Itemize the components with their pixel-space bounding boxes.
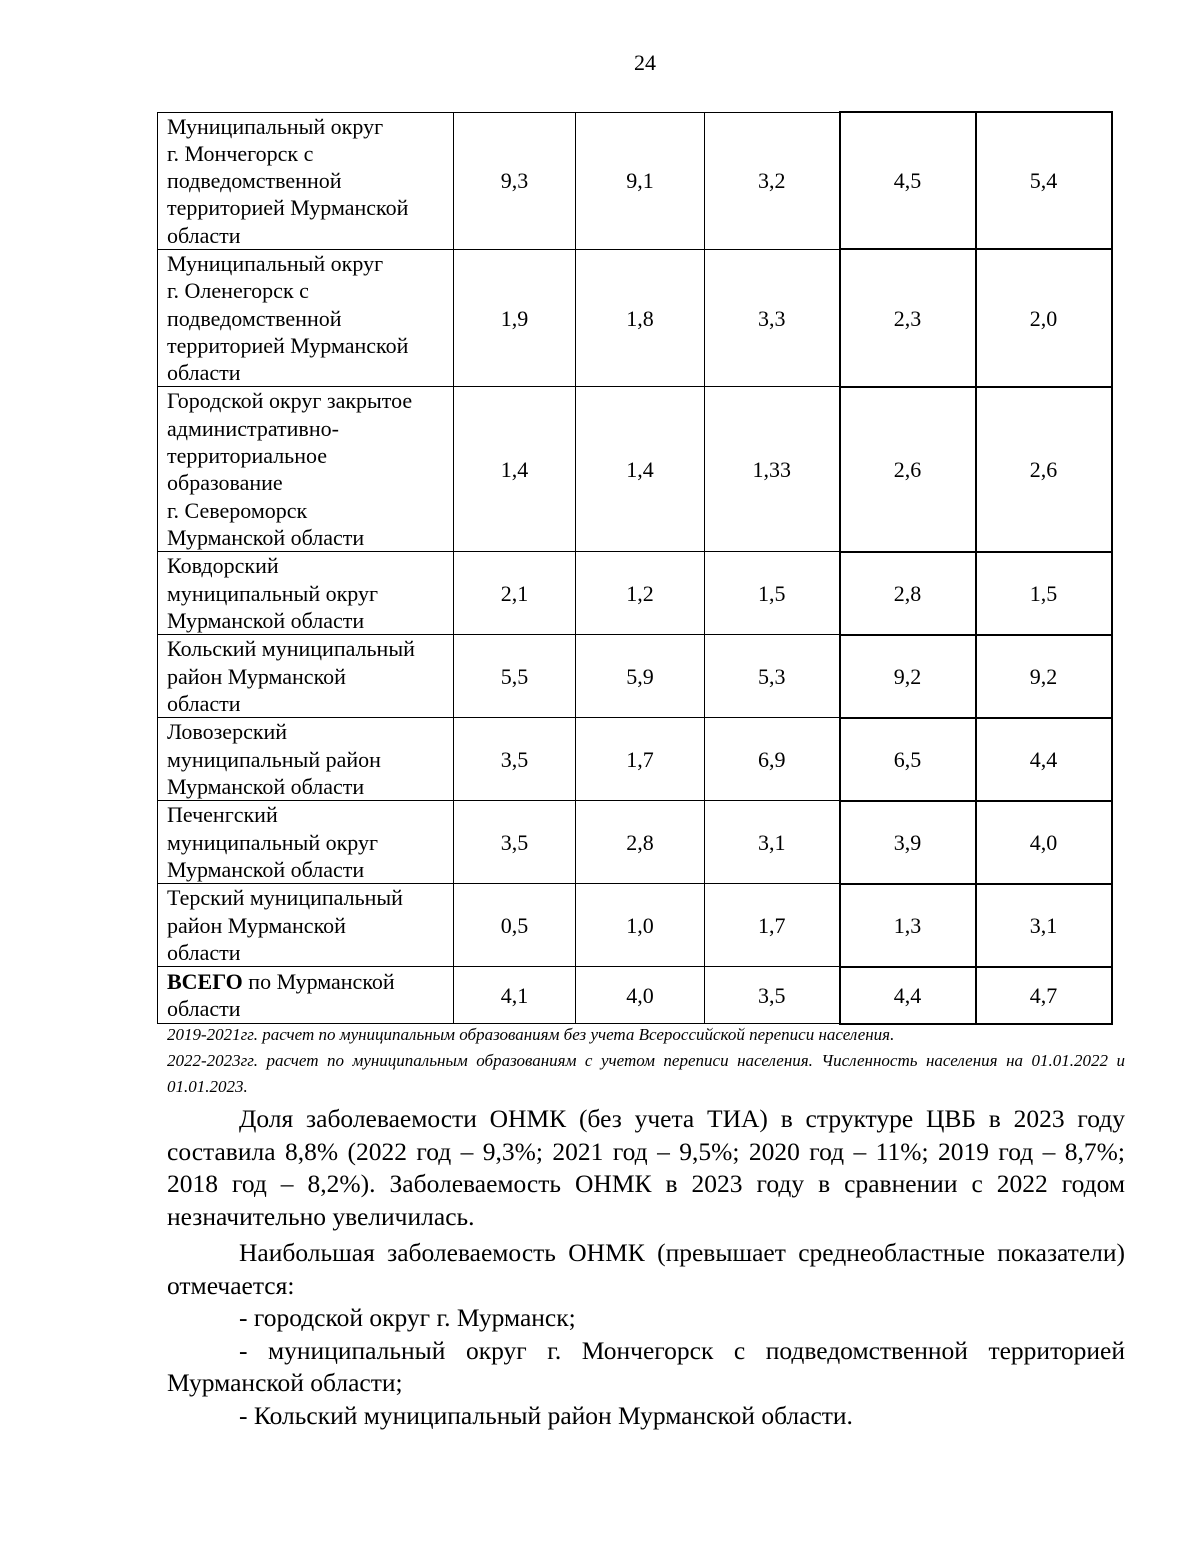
value-cell: 9,2 [840,635,976,718]
note-line: 2022-2023гг. расчет по муниципальным образованиям с учетом переписи населения. Численность населения на 01.01.2022 и 01.01.2023. [167,1051,1125,1096]
table-row [158,635,1112,718]
region-name-line: Городской округ закрытое [167,388,413,414]
note-line: 2019-2021гг. расчет по муниципальным образованиям без учета Всероссийской переписи населения. [167,1025,895,1044]
value-cell: 1,2 [576,552,705,635]
value-cell: 6,5 [840,718,976,801]
value-cell: 1,0 [576,884,705,967]
region-name-line: Муниципальный округ [167,250,384,276]
region-name-line: области [167,222,241,248]
region-cell [158,387,454,552]
value-cell: 2,3 [840,249,976,386]
region-cell [158,718,454,801]
region-name-line: Ковдорский [167,553,279,579]
value-cell: 5,3 [705,635,840,718]
total-label-cell [158,967,454,1024]
list-item: - Кольский муниципальный район Мурманской области. [239,1400,853,1430]
value-cell: 3,9 [840,801,976,884]
region-name-line: г. Оленегорск с [167,278,309,304]
table-row [158,552,1112,635]
total-label-rest: по Мурманской [242,968,395,994]
region-name-line: подведомственной [167,305,342,331]
value-cell: 5,5 [454,635,576,718]
region-name-line: Муниципальный округ [167,113,384,139]
region-name-line: образование [167,470,283,496]
region-name-line: Мурманской области [167,856,365,882]
value-cell: 2,8 [840,552,976,635]
value-cell: 2,0 [976,249,1112,386]
region-name-line: муниципальный округ [167,580,379,606]
total-value-cell: 4,7 [976,967,1112,1024]
value-cell: 3,3 [705,249,840,386]
value-cell: 5,9 [576,635,705,718]
table-row [158,387,1112,552]
list-item: - муниципальный округ г. Мончегорск с подведомственной территорией Мурманской области; [167,1335,1125,1397]
region-name-line: территориальное [167,443,328,469]
region-name-line: территорией Мурманской [167,195,409,221]
page-number: 24 [634,50,656,75]
table-row [158,249,1112,386]
region-name-line: район Мурманской [167,663,346,689]
region-cell [158,112,454,249]
value-cell: 4,4 [976,718,1112,801]
region-cell [158,801,454,884]
region-name-line: район Мурманской [167,912,346,938]
region-name-line: административно- [167,415,339,441]
value-cell: 3,1 [705,801,840,884]
table-row [158,718,1112,801]
paragraph: Доля заболеваемости ОНМК (без учета ТИА) в структуре ЦВБ в 2023 году составила 8,8% (2022 год – 9,3%; 2021 год – 9,5%; 2020 год – 11%; 2019 год – 8,7%; 2018 год – 8,2%). Заболеваемость ОНМК в 2023 году в сравнении с 2022 годом незначительно увеличилась. [167,1104,1125,1231]
value-cell: 2,6 [976,387,1112,552]
region-cell [158,552,454,635]
region-name-line: области [167,939,241,965]
total-value-cell: 4,1 [454,967,576,1024]
value-cell: 5,4 [976,112,1112,249]
region-name-line: Терский муниципальный [167,885,403,911]
body-text [167,1103,1125,1432]
value-cell: 9,1 [576,112,705,249]
value-cell: 4,0 [976,801,1112,884]
table-body [158,112,1112,1024]
value-cell: 2,1 [454,552,576,635]
value-cell: 1,5 [705,552,840,635]
region-name-line: территорией Мурманской [167,332,409,358]
value-cell: 1,4 [454,387,576,552]
value-cell: 9,2 [976,635,1112,718]
value-cell: 4,5 [840,112,976,249]
value-cell: 3,5 [454,801,576,884]
total-value-cell: 4,0 [576,967,705,1024]
region-name-line: Мурманской области [167,773,365,799]
region-name-line: Кольский муниципальный [167,636,415,662]
region-name-line: муниципальный округ [167,829,379,855]
total-value-cell: 4,4 [840,967,976,1024]
value-cell: 1,3 [840,884,976,967]
region-name-line: Мурманской области [167,524,365,550]
value-cell: 9,3 [454,112,576,249]
table-row [158,112,1112,249]
value-cell: 1,7 [705,884,840,967]
value-cell: 3,5 [454,718,576,801]
table-notes [167,1022,1125,1100]
region-name-line: подведомственной [167,168,342,194]
value-cell: 1,7 [576,718,705,801]
table-row [158,884,1112,967]
region-cell [158,884,454,967]
value-cell: 1,4 [576,387,705,552]
region-name-line: области [167,690,241,716]
total-label-line2: области [167,996,241,1022]
region-name-line: Мурманской области [167,607,365,633]
region-name-line: г. Мончегорск с [167,140,314,166]
region-name-line: области [167,360,241,386]
table-row [158,801,1112,884]
value-cell: 2,8 [576,801,705,884]
total-label-bold: ВСЕГО [167,968,243,994]
value-cell: 1,33 [705,387,840,552]
paragraph: Наибольшая заболеваемость ОНМК (превышает среднеобластные показатели) отмечается: [167,1238,1125,1300]
value-cell: 0,5 [454,884,576,967]
region-cell [158,249,454,386]
list-item: - городской округ г. Мурманск; [239,1303,576,1332]
region-name-line: г. Североморск [167,497,308,523]
incidence-table [157,111,1113,1025]
value-cell: 1,8 [576,249,705,386]
total-value-cell: 3,5 [705,967,840,1024]
value-cell: 1,9 [454,249,576,386]
total-row [158,967,1112,1024]
region-cell [158,635,454,718]
value-cell: 2,6 [840,387,976,552]
region-name-line: муниципальный район [167,746,381,772]
value-cell: 3,2 [705,112,840,249]
value-cell: 1,5 [976,552,1112,635]
region-name-line: Ловозерский [167,719,288,745]
value-cell: 6,9 [705,718,840,801]
region-name-line: Печенгский [167,802,278,828]
value-cell: 3,1 [976,884,1112,967]
